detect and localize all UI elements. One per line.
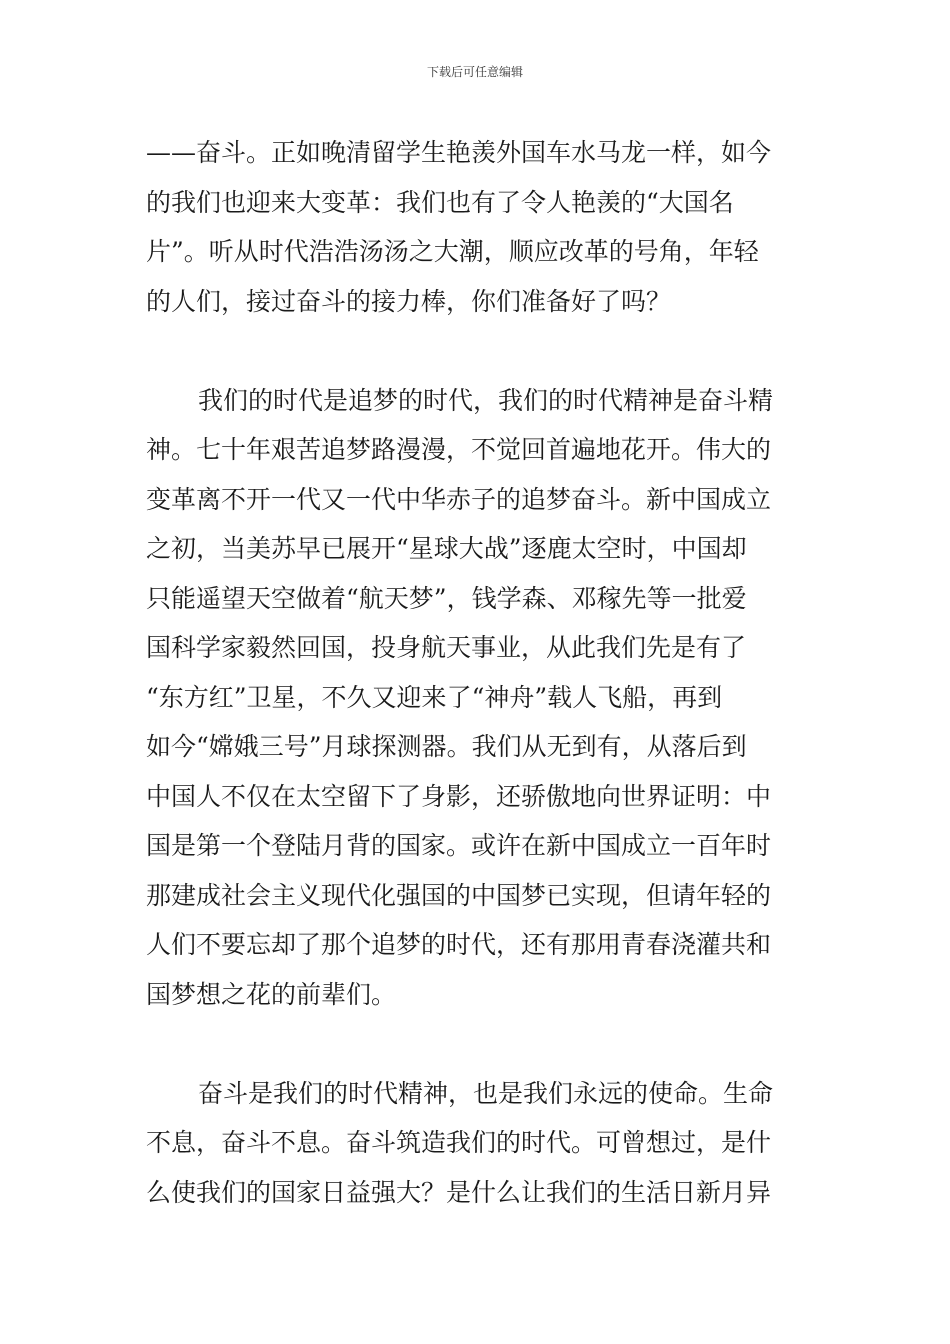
text-line: 神。七十年艰苦追梦路漫漫，不觉回首遍地花开。伟大的 bbox=[146, 435, 772, 464]
page-header: 下载后可任意编辑 bbox=[426, 65, 523, 79]
text-line: 国科学家毅然回国，投身航天事业，从此我们先是有了 bbox=[146, 633, 747, 662]
text-line: 变革离不开一代又一代中华赤子的追梦奋斗。新中国成立 bbox=[146, 484, 772, 514]
text-line: 不息，奋斗不息。奋斗筑造我们的时代。可曾想过，是什 bbox=[146, 1128, 772, 1157]
text-line: 的我们也迎来大变革：我们也有了令人艳羡的“大国名 bbox=[146, 187, 734, 217]
paragraph-spacer bbox=[146, 1019, 811, 1069]
text-line: 之初，当美苏早已展开“星球大战”逐鹿太空时，中国却 bbox=[146, 534, 747, 563]
text-line: 中国人不仅在太空留下了身影，还骄傲地向世界证明：中 bbox=[146, 781, 772, 811]
paragraph-3 bbox=[146, 1069, 811, 1218]
text-line: 的人们，接过奋斗的接力棒，你们准备好了吗？ bbox=[146, 286, 672, 316]
text-line: 国是第一个登陆月背的国家。或许在新中国成立一百年时 bbox=[146, 831, 772, 860]
text-line-first: 奋斗是我们的时代精神，也是我们永远的使命。生命 bbox=[198, 1078, 774, 1108]
text-line: ——奋斗。正如晚清留学生艳羡外国车水马龙一样，如今 bbox=[146, 138, 772, 167]
text-line: 片”。听从时代浩浩汤汤之大潮，顺应改革的号角，年轻 bbox=[146, 237, 759, 266]
paragraph-2 bbox=[146, 376, 811, 1020]
text-line-first: 我们的时代是追梦的时代，我们的时代精神是奋斗精 bbox=[198, 385, 774, 415]
text-line: 如今“嫦娥三号”月球探测器。我们从无到有，从落后到 bbox=[146, 732, 747, 761]
document-body bbox=[146, 128, 811, 1217]
text-line: 只能遥望天空做着“航天梦”，钱学森、邓稼先等一批爱 bbox=[146, 583, 747, 613]
paragraph-spacer bbox=[146, 326, 811, 376]
text-line: 那建成社会主义现代化强国的中国梦已实现，但请年轻的 bbox=[146, 880, 772, 910]
paragraph-1 bbox=[146, 128, 811, 326]
text-line: 国梦想之花的前辈们。 bbox=[146, 979, 397, 1009]
text-line: 人们不要忘却了那个追梦的时代，还有那用青春浇灌共和 bbox=[146, 930, 772, 959]
text-line: “东方红”卫星，不久又迎来了“神舟”载人飞船，再到 bbox=[146, 682, 723, 712]
text-line: 么使我们的国家日益强大？是什么让我们的生活日新月异 bbox=[146, 1177, 772, 1207]
